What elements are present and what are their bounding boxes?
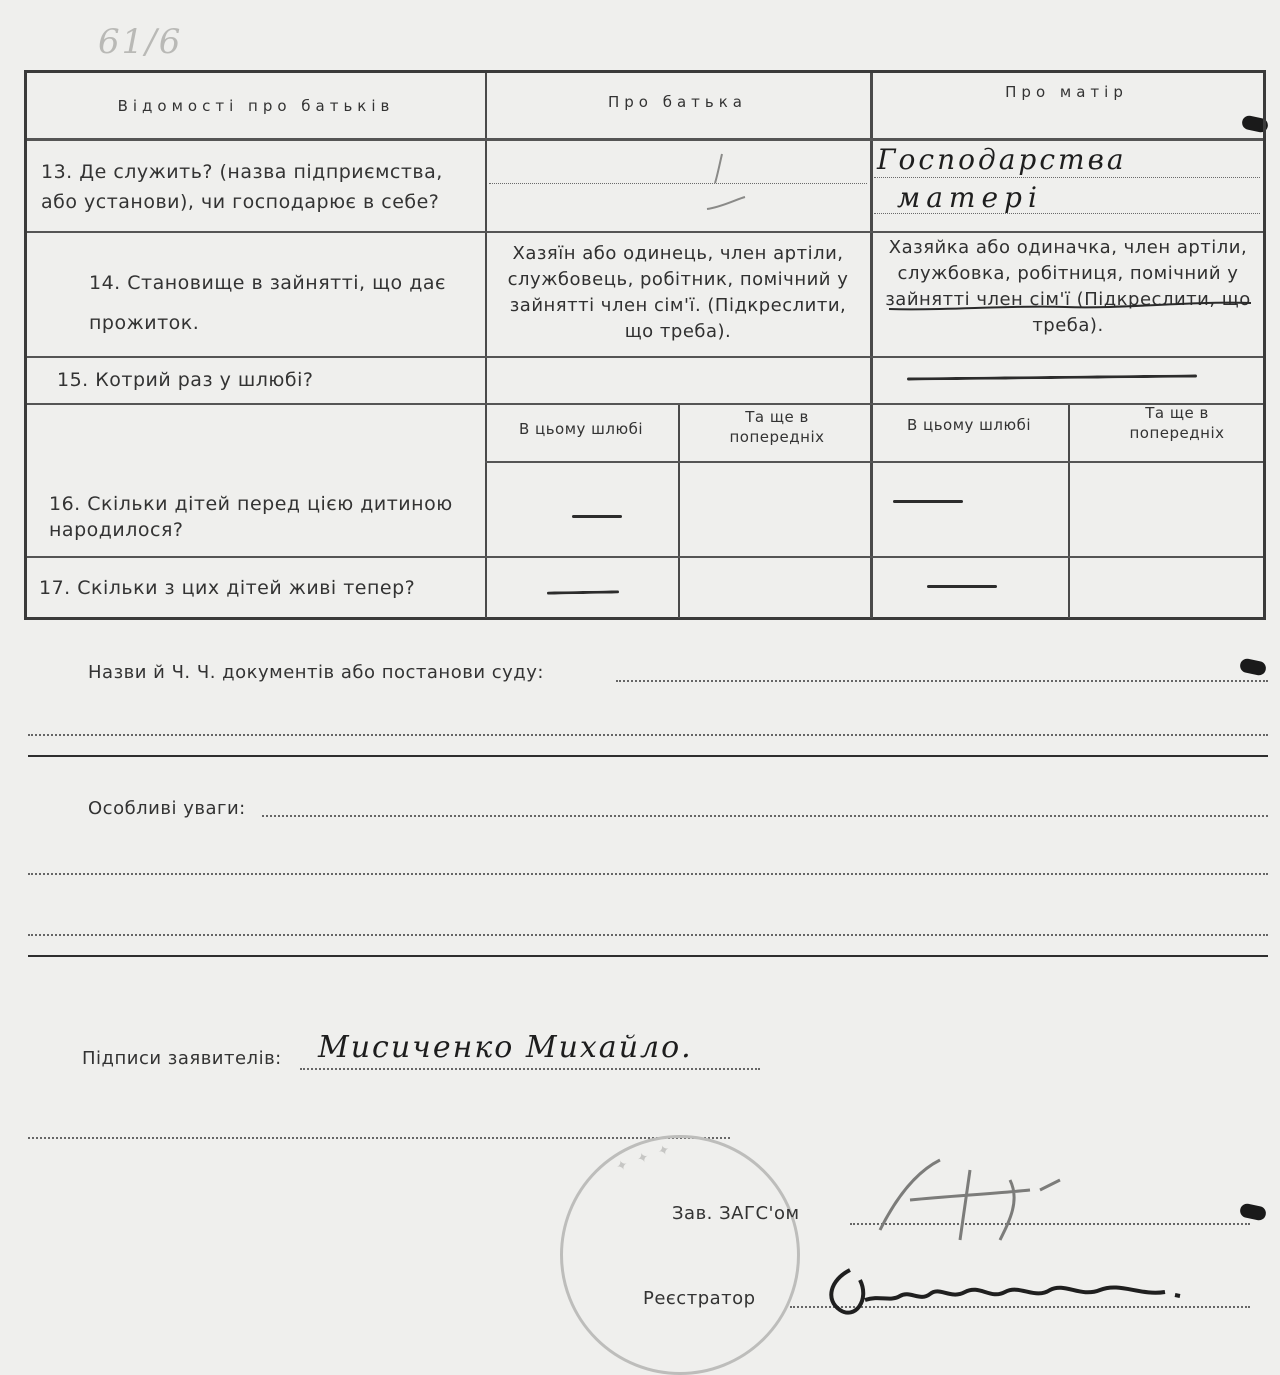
question-16-label: 16. Скільки дітей перед цією дитиною народилося?: [49, 493, 453, 541]
col-divider: [870, 73, 873, 618]
row-divider: [27, 403, 1263, 405]
section-divider: [28, 955, 1268, 957]
col-divider: [1068, 403, 1070, 618]
special-notes-line: [28, 873, 1268, 875]
row-divider: [27, 231, 1263, 233]
header-info: Відомості про батьків: [117, 97, 395, 115]
question-14-father-options: Хазяїн або одинець, член артіли, службовець, робітник, помічний у зайнятті член сім'ї. (Підкреслити, що треба).: [507, 243, 849, 342]
subheader-father-this: В цьому шлюбі: [518, 420, 644, 438]
question-16-father-dash: [572, 515, 622, 518]
question-17-father-dash: [547, 590, 619, 594]
pin-mark: [1239, 657, 1267, 676]
documents-line: [616, 680, 1268, 682]
row-divider: [27, 356, 1263, 358]
subheader-father-previous: Та ще в попередніх: [729, 408, 825, 446]
row-divider: [27, 138, 1263, 141]
subheader-mother-this: В цьому шлюбі: [906, 416, 1032, 434]
question-15-mother-dash: [907, 374, 1197, 380]
subheader-mother-previous: Та ще в попередніх: [1129, 404, 1225, 442]
registrar-label: Реєстратор: [643, 1288, 756, 1309]
registrar-signature: [820, 1240, 1200, 1340]
special-notes-label: Особливі уваги:: [88, 798, 246, 819]
question-17-label: 17. Скільки з цих дітей живі тепер?: [39, 577, 416, 599]
applicant-signatures-label: Підписи заявителів:: [82, 1048, 282, 1069]
corner-note: 61/6: [98, 22, 183, 62]
special-notes-line: [262, 815, 1268, 817]
row-divider: [27, 556, 1263, 558]
question-15-label: 15. Котрий раз у шлюбі?: [57, 369, 314, 391]
documents-label: Назви й Ч. Ч. документів або постанови суду:: [88, 662, 544, 683]
question-14-mother-underline: [885, 295, 1255, 319]
fill-line: [874, 177, 1260, 178]
signature-line: [28, 1137, 730, 1139]
question-14-mother-options: Хазяйка або одиначка, член артіли, службовка, робітниця, помічний у зайнятті член сім'ї (Підкреслити, що треба).: [885, 237, 1251, 336]
question-13-label: 13. Де служить? (назва підприємства, або установи), чи господарює в себе?: [41, 161, 443, 213]
parents-info-table: [24, 70, 1266, 620]
seal-stamp-text: ✦ ✦ ✦: [614, 1140, 676, 1176]
signature-line: [300, 1068, 760, 1070]
header-father: Про батька: [607, 93, 748, 111]
seal-stamp: [560, 1135, 800, 1375]
pin-mark: [1239, 1202, 1267, 1221]
question-13-father-stroke: [627, 149, 747, 219]
special-notes-line: [28, 934, 1268, 936]
section-divider: [28, 755, 1268, 757]
question-16-mother-dash: [893, 500, 963, 503]
question-13-mother-line1: Господарства: [877, 143, 1127, 176]
registry-head-signature: [860, 1150, 1090, 1250]
col-divider: [485, 73, 487, 618]
registry-head-label: Зав. ЗАГС'ом: [672, 1203, 800, 1224]
question-17-mother-dash: [927, 585, 997, 588]
col-divider: [678, 403, 680, 618]
question-13-mother-line2: матері: [897, 181, 1043, 214]
documents-line: [28, 734, 1268, 736]
question-14-label: 14. Становище в зайнятті, що дає прожиток.: [89, 272, 446, 334]
row-divider: [485, 461, 1263, 463]
header-mother: Про матір: [1005, 83, 1128, 101]
applicant-signatures-value: Мисиченко Михайло.: [318, 1030, 693, 1065]
